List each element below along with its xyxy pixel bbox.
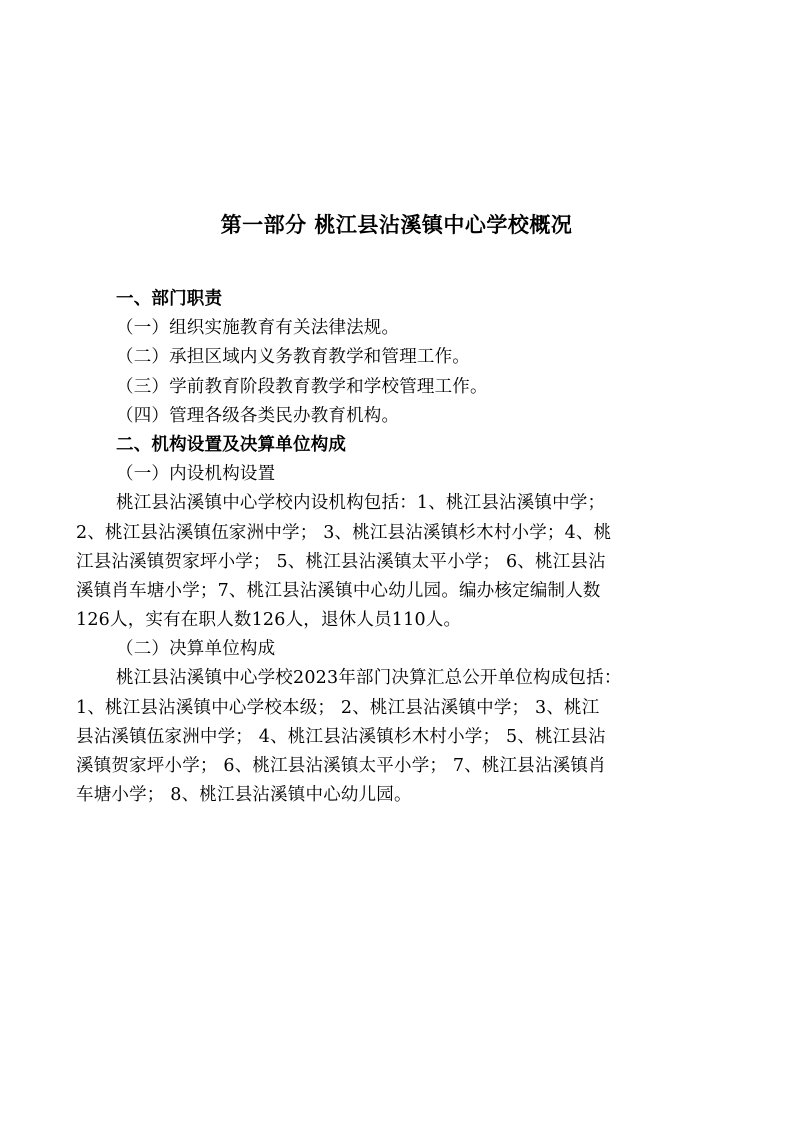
- paragraph-line: 车塘小学； 8、桃江县沾溪镇中心幼儿园。: [76, 785, 412, 806]
- duty-item: （四）管理各级各类民办教育机构。: [116, 405, 400, 426]
- paragraph-line: 桃江县沾溪镇中心学校2023年部门决算汇总公开单位构成包括：: [116, 668, 622, 689]
- section-heading-duties: 一、部门职责: [116, 289, 223, 309]
- page-title: 第一部分 桃江县沾溪镇中心学校概况: [220, 213, 573, 237]
- duty-item: （三）学前教育阶段教育教学和学校管理工作。: [116, 376, 488, 397]
- paragraph-line: 2、桃江县沾溪镇伍家洲中学； 3、桃江县沾溪镇杉木村小学；4、桃: [76, 522, 612, 543]
- paragraph-line: 县沾溪镇伍家洲中学； 4、桃江县沾溪镇杉木村小学； 5、桃江县沾: [76, 726, 606, 747]
- section-heading-structure: 二、机构设置及决算单位构成: [116, 434, 347, 455]
- paragraph-line: 桃江县沾溪镇中心学校内设机构包括：1、桃江县沾溪镇中学；: [116, 493, 606, 514]
- duty-item: （二）承担区域内义务教育教学和管理工作。: [116, 347, 470, 368]
- subsection-heading-reporting-units: （二）决算单位构成: [116, 639, 276, 660]
- duty-item: （一）组织实施教育有关法律法规。: [116, 318, 400, 339]
- document-body: [76, 285, 716, 810]
- paragraph-line: 1、桃江县沾溪镇中心学校本级； 2、桃江县沾溪镇中学； 3、桃江: [76, 697, 600, 718]
- paragraph-line: 溪镇肖车塘小学；7、桃江县沾溪镇中心幼儿园。编办核定编制人数: [76, 580, 601, 601]
- paragraph-line: 126人，实有在职人数126人，退休人员110人。: [76, 610, 462, 631]
- paragraph-line: 江县沾溪镇贺家坪小学； 5、桃江县沾溪镇太平小学； 6、桃江县沾: [76, 551, 606, 572]
- subsection-heading-internal-units: （一）内设机构设置: [116, 464, 276, 485]
- paragraph-line: 溪镇贺家坪小学； 6、桃江县沾溪镇太平小学； 7、桃江县沾溪镇肖: [76, 756, 606, 776]
